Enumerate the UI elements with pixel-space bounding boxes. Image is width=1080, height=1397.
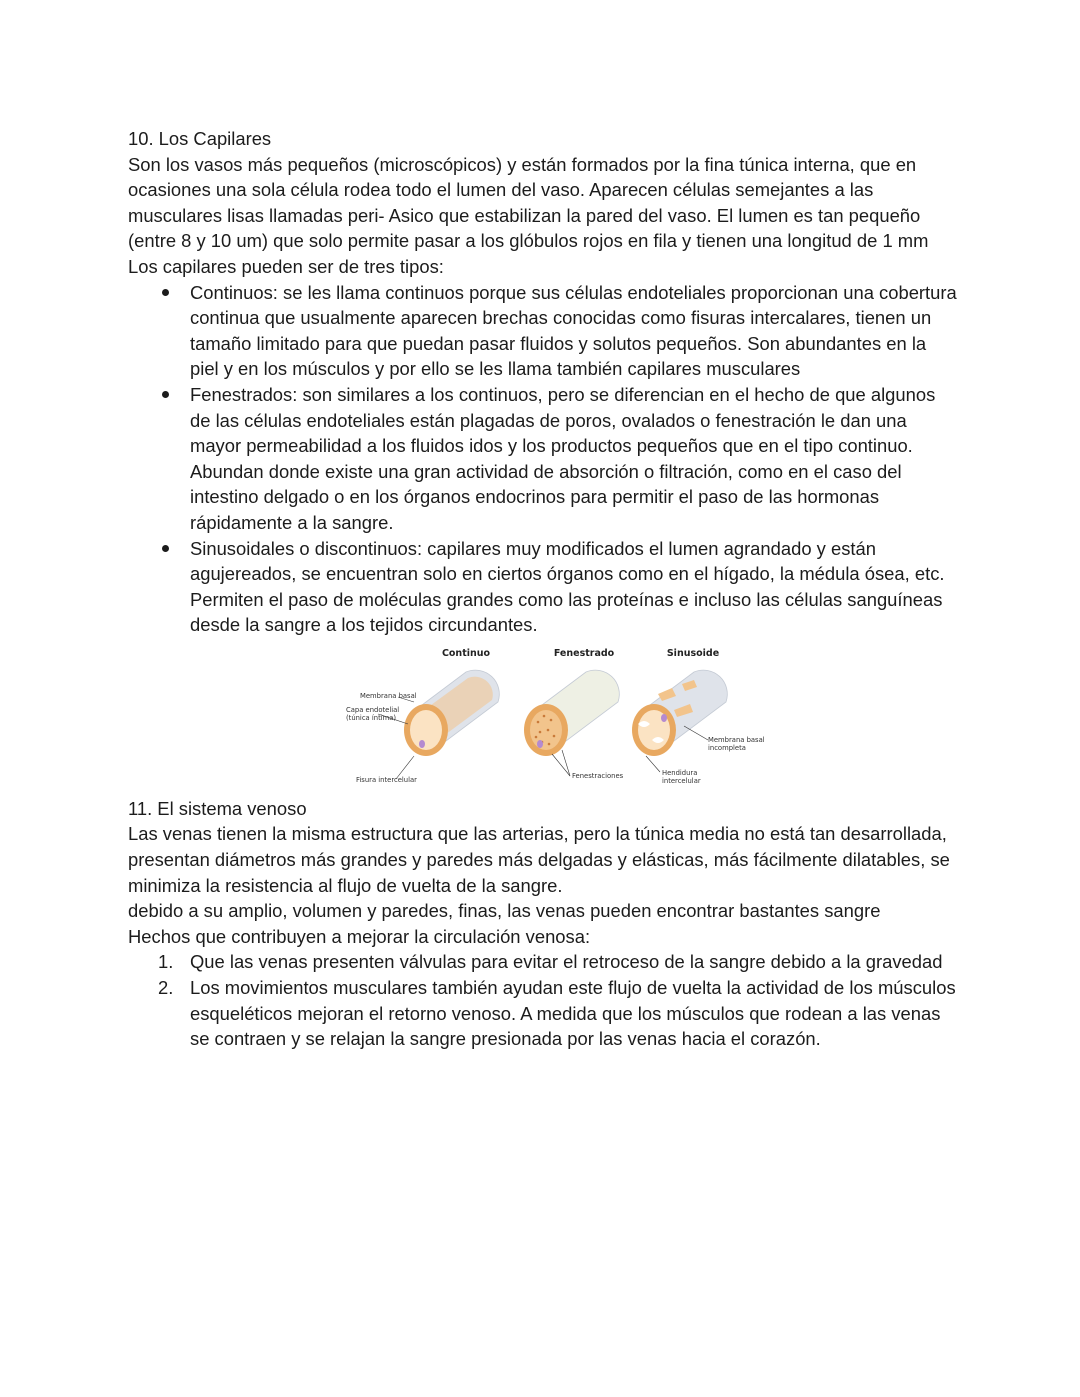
label-capa-endotelial: Capa endotelial xyxy=(346,705,400,714)
label-intercelular: intercelular xyxy=(662,776,701,785)
list-item-continuos: Continuos: se les llama continuos porque sus células endoteliales proporcionan una cobertura continua que usualmente aparecen brechas conocidas como fisuras intercalares, tienen un tamaño limitado para que puedan pasar fluidos y solutos pequeños. Son abundantes en la piel y en los músculos y por ello se les llama también capilares musculares xyxy=(190,280,958,382)
label-fenestraciones: Fenestraciones xyxy=(572,771,624,780)
capillary-illustration xyxy=(338,644,765,794)
figure-title-sinusoide: Sinusoide xyxy=(666,647,720,659)
section-10-intro: Son los vasos más pequeños (microscópicos) y están formados por la fina túnica interna, que en ocasiones una sola célula rodea todo el lumen del vaso. Aparecen células semejantes a las musculares lisas llamadas peri- Asico que estabilizan la pared del vaso. El lumen es tan pequeño (entre 8 y 10 um) que solo permite pasar a los glóbulos rojos en fila y tienen una longitud de 1 mm xyxy=(128,153,929,252)
label-tunica-intima: (túnica íntima) xyxy=(346,713,397,722)
fact-2-number: 2. xyxy=(158,977,174,999)
list-item-sinusoidales: Sinusoidales o discontinuos: capilares muy modificados el lumen agrandado y están agujereados, se encuentran solo en ciertos órganos como en el hígado, la médula ósea, etc. Permiten el paso de moléculas grandes como las proteínas e incluso las células sanguíneas desde la sangre a los tejidos circundantes. xyxy=(190,536,958,638)
capillary-types-intro: Los capilares pueden ser de tres tipos: xyxy=(128,255,444,277)
fact-2-text: Los movimientos musculares también ayudan este flujo de vuelta la actividad de los músculos esqueléticos mejoran el retorno venoso. A medida que los músculos que rodean a las venas se contraen y se relajan la sangre presionada por las venas hacia el corazón. xyxy=(190,977,956,1050)
label-membrana-basal-incompleta: Membrana basal xyxy=(708,735,765,744)
section-11-paragraph-1: Las venas tienen la misma estructura que las arterias, pero la túnica media no está tan desarrollada, presentan diámetros más grandes y paredes más delgadas y elásticas, más fácilmente dilatables, se minimiza la resistencia al flujo de vuelta de la sangre. xyxy=(128,823,950,896)
continuous-capillary-drawing xyxy=(404,670,499,756)
label-hendidura: Hendidura xyxy=(662,768,698,777)
label-fisura-intercelular: Fisura intercelular xyxy=(356,775,417,784)
label-incompleta: incompleta xyxy=(708,743,746,752)
fact-1-number: 1. xyxy=(158,951,174,973)
list-item-fact-1 xyxy=(158,949,958,975)
fact-1-text: Que las venas presenten válvulas para evitar el retroceso de la sangre debido a la gravedad xyxy=(190,951,943,973)
venous-facts-list xyxy=(128,949,958,1051)
list-item-fact-2 xyxy=(158,975,958,1052)
section-11-heading: 11. El sistema venoso xyxy=(128,797,307,819)
section-10-heading: 10. Los Capilares xyxy=(128,128,272,149)
document-page xyxy=(128,126,958,1052)
fenestrated-capillary-drawing xyxy=(524,670,619,756)
label-membrana-basal: Membrana basal xyxy=(360,691,417,700)
figure-title-fenestrado: Fenestrado xyxy=(553,647,615,659)
capillary-types-figure xyxy=(338,644,765,794)
figure-title-continuo: Continuo xyxy=(441,647,491,659)
section-11-paragraph-2: debido a su amplio, volumen y paredes, finas, las venas pueden encontrar bastantes sangre xyxy=(128,900,881,922)
list-item-fenestrados: Fenestrados: son similares a los continuos, pero se diferencian en el hecho de que algunos de las células endoteliales están plagadas de poros, ovalados o fenestración le dan una mayor permeabilidad a los fluidos idos y los productos pequeños que en el tipo continuo. Abundan donde existe una gran actividad de absorción o filtración, como en el caso del intestino delgado o en los órganos endocrinos para permitir el paso de las hormonas rápidamente a la sangre. xyxy=(190,382,958,536)
capillary-types-list xyxy=(128,280,958,638)
venous-facts-intro: Hechos que contribuyen a mejorar la circulación venosa: xyxy=(128,925,591,947)
